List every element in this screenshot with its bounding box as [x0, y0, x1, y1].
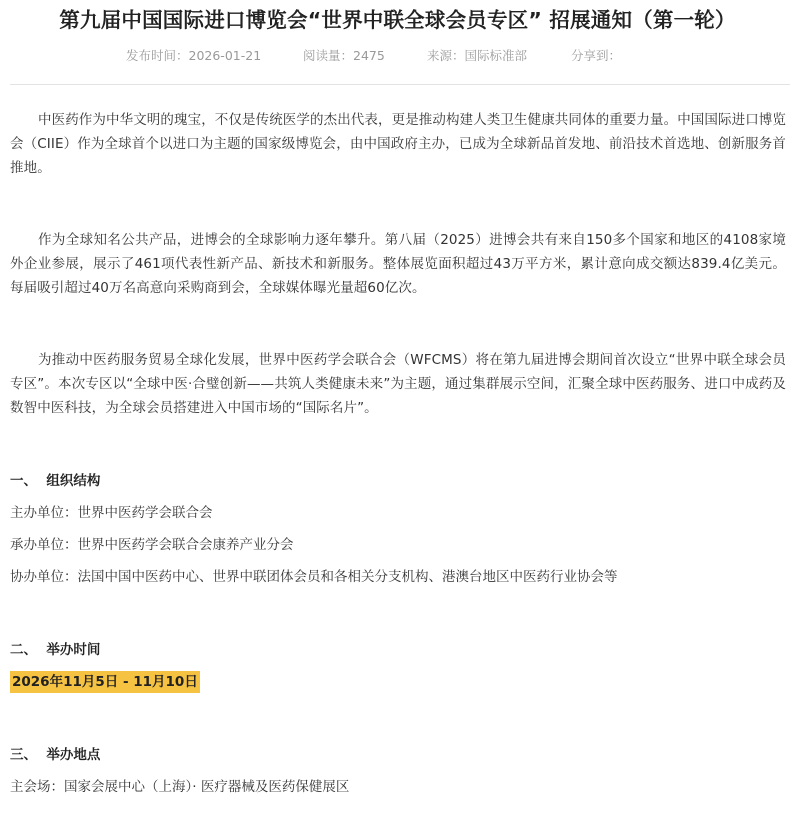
organizer-line: 承办单位：世界中医药学会联合会康养产业分会 [10, 537, 294, 553]
section-organization-title: 一、 组织结构 [10, 473, 101, 489]
stats-paragraph: 作为全球知名公共产品，进博会的全球影响力逐年攀升。第八届（2025）进博会共有来自150多个国家和地区的4108家境外企业参展，展示了461项代表性新产品、新技术和新服务。整体展览面积超过43万平方米，累计意向成交额达839.4亿美元。每届吸引超过40万名高意向采购商到会，全球媒体曝光量超60亿次。 [10, 232, 786, 296]
view-count: 阅读量：2475 [303, 48, 385, 63]
purpose-paragraph: 为推动中医药服务贸易全球化发展，世界中医药学会联合会（WFCMS）将在第九届进博会期间首次设立“世界中联全球会员专区”。本次专区以“全球中医·合璧创新——共筑人类健康未来”为主题，通过集群展示空间，汇聚全球中医药服务、进口中成药及数智中医科技，为全球会员搭建进入中国市场的“国际名片”。 [10, 352, 786, 416]
page-title: 第九届中国国际进口博览会“世界中联全球会员专区” 招展通知（第一轮） [59, 8, 736, 32]
intro-paragraph: 中医药作为中华文明的瑰宝，不仅是传统医学的杰出代表，更是推动构建人类卫生健康共同体的重要力量。中国国际进口博览会（CIIE）作为全球首个以进口为主题的国家级博览会，由中国政府主办，已成为全球新品首发地、前沿技术首选地、创新服务首推地。 [10, 112, 786, 176]
header-divider [10, 84, 790, 85]
host-line: 主办单位：世界中医药学会联合会 [10, 505, 213, 521]
publish-date: 发布时间：2026-01-21 [126, 48, 262, 63]
main-venue-line: 主会场：国家会展中心（上海）· 医疗器械及医药保健展区 [10, 779, 350, 795]
co-organizer-line: 协办单位：法国中国中医药中心、世界中联团体会员和各相关分支机构、港澳台地区中医药行业协会等 [10, 569, 618, 585]
event-dates-row [10, 670, 786, 694]
article-body [10, 108, 786, 799]
section-time-title: 二、 举办时间 [10, 642, 101, 658]
article-source: 来源：国际标准部 [427, 48, 528, 63]
article-meta [0, 46, 795, 66]
section-venue-title: 三、 举办地点 [10, 747, 101, 763]
event-dates-highlight: 2026年11月5日 - 11月10日 [10, 671, 200, 693]
share-link[interactable]: 分享到： [571, 48, 622, 63]
